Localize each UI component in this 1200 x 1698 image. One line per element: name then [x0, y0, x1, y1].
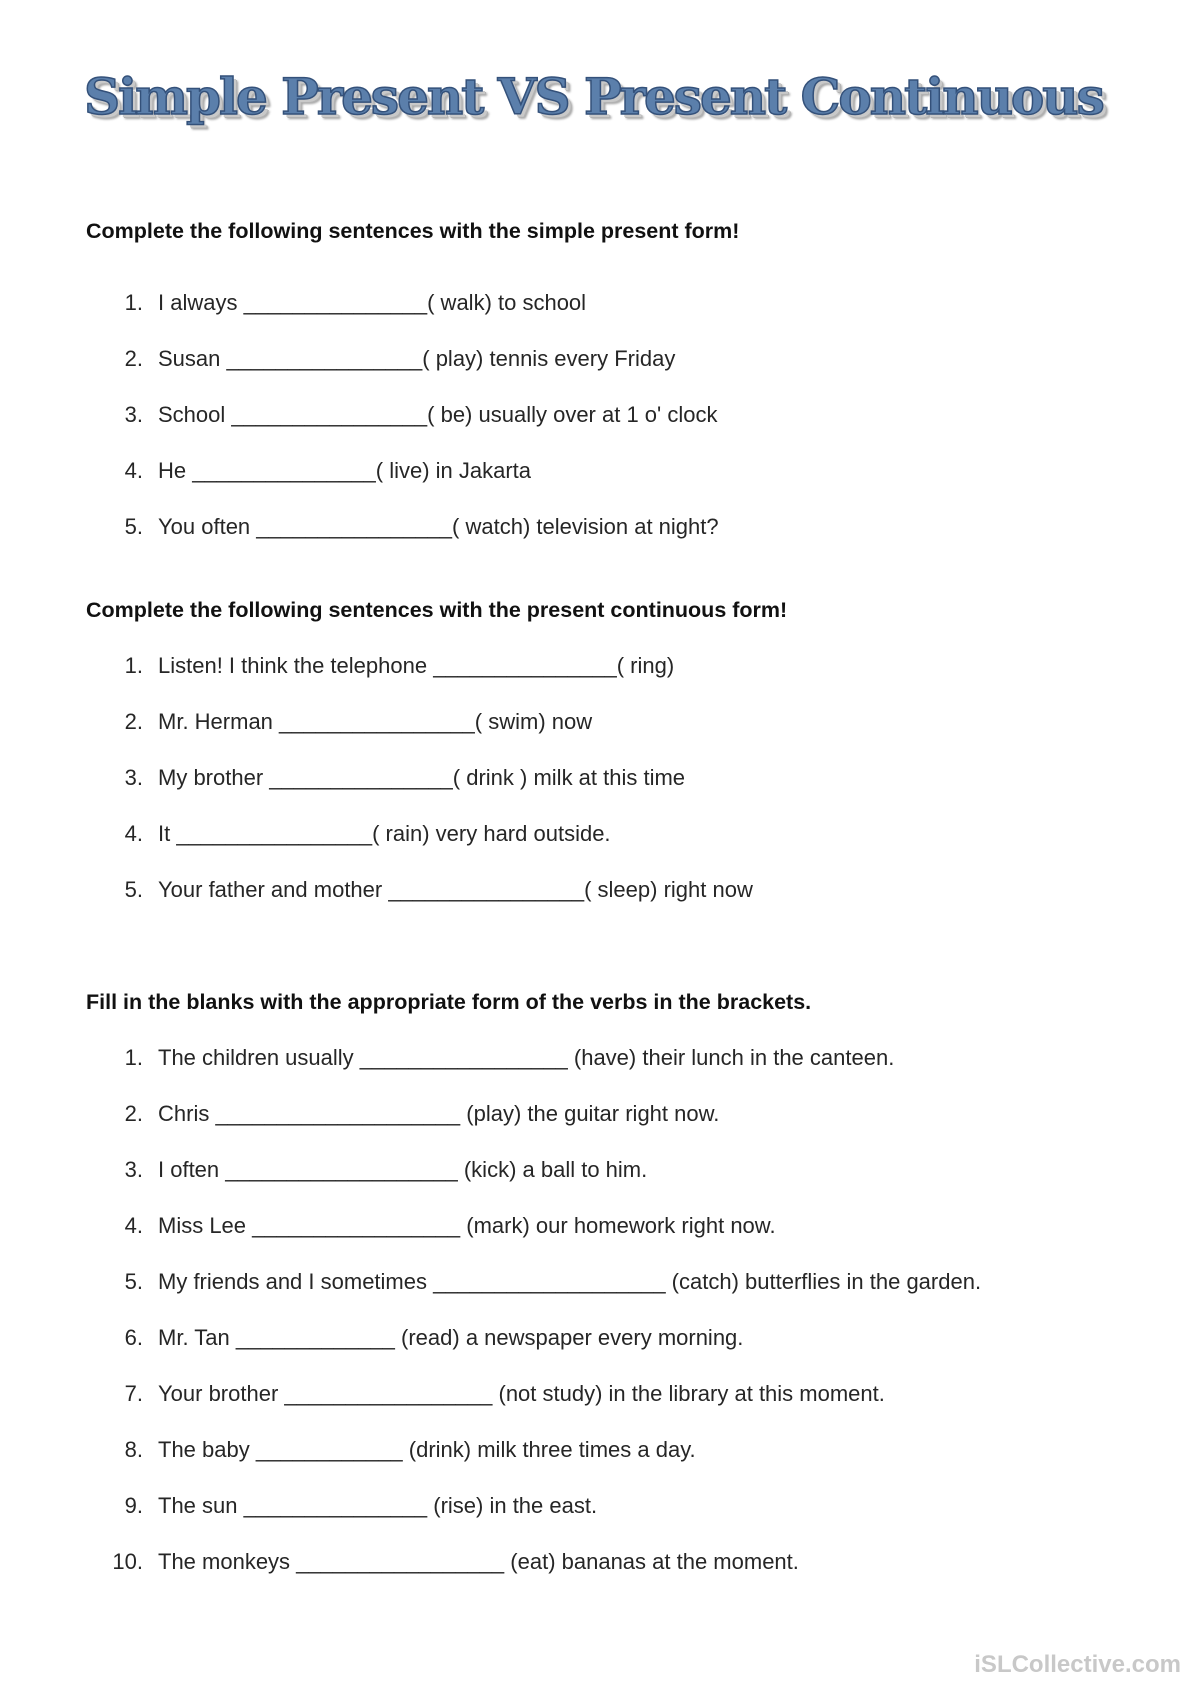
- item-text: You often ________________( watch) television at night?: [158, 514, 719, 539]
- item-number: 3.: [124, 765, 143, 790]
- page-title: Simple Present VS Present Continuous: [84, 67, 1103, 126]
- section-heading-present-continuous: Complete the following sentences with the present continuous form!: [86, 598, 788, 622]
- item-number: 4.: [124, 821, 143, 846]
- item-text: Susan ________________( play) tennis every Friday: [158, 346, 676, 371]
- item-text: My friends and I sometimes ___________________ (catch) butterflies in the garden.: [158, 1269, 982, 1294]
- item-number: 6.: [124, 1325, 143, 1350]
- item-text: School ________________( be) usually over at 1 o' clock: [158, 402, 718, 427]
- item-text: It ________________( rain) very hard outside.: [158, 821, 611, 846]
- item-text: Miss Lee _________________ (mark) our homework right now.: [158, 1213, 776, 1238]
- item-number: 4.: [124, 1213, 143, 1238]
- item-number: 1.: [124, 653, 143, 678]
- item-number: 5.: [124, 877, 143, 902]
- item-number: 9.: [124, 1493, 143, 1518]
- item-text: Your father and mother ________________( sleep) right now: [158, 877, 753, 902]
- item-number: 2.: [124, 346, 143, 371]
- item-text: The monkeys _________________ (eat) bananas at the moment.: [158, 1549, 799, 1574]
- section-heading-fill-in-blanks: Fill in the blanks with the appropriate form of the verbs in the brackets.: [86, 990, 812, 1014]
- item-number: 4.: [124, 458, 143, 483]
- item-number: 5.: [124, 514, 143, 539]
- item-number: 7.: [124, 1381, 143, 1406]
- item-text: The baby ____________ (drink) milk three times a day.: [158, 1437, 696, 1462]
- item-text: I often ___________________ (kick) a ball to him.: [158, 1157, 648, 1182]
- item-number: 5.: [124, 1269, 143, 1294]
- item-number: 2.: [124, 1101, 143, 1126]
- item-text: Your brother _________________ (not study) in the library at this moment.: [158, 1381, 885, 1406]
- item-text: My brother _______________( drink ) milk at this time: [158, 765, 686, 790]
- item-text: The sun _______________ (rise) in the east.: [158, 1493, 598, 1518]
- item-text: Mr. Herman ________________( swim) now: [158, 709, 593, 734]
- watermark: iSLCollective.com: [974, 1651, 1181, 1678]
- item-number: 2.: [124, 709, 143, 734]
- item-number: 8.: [124, 1437, 143, 1462]
- section-heading-simple-present: Complete the following sentences with the simple present form!: [86, 219, 740, 243]
- item-text: I always _______________( walk) to school: [158, 290, 587, 315]
- item-text: Mr. Tan _____________ (read) a newspaper every morning.: [158, 1325, 744, 1350]
- item-number: 10.: [112, 1549, 143, 1574]
- item-text: Listen! I think the telephone _______________( ring): [158, 653, 675, 678]
- item-text: Chris ____________________ (play) the guitar right now.: [158, 1101, 720, 1126]
- item-number: 1.: [124, 290, 143, 315]
- item-text: The children usually _________________ (have) their lunch in the canteen.: [158, 1045, 895, 1070]
- item-number: 3.: [124, 402, 143, 427]
- item-number: 1.: [124, 1045, 143, 1070]
- item-text: He _______________( live) in Jakarta: [158, 458, 532, 483]
- item-number: 3.: [124, 1157, 143, 1182]
